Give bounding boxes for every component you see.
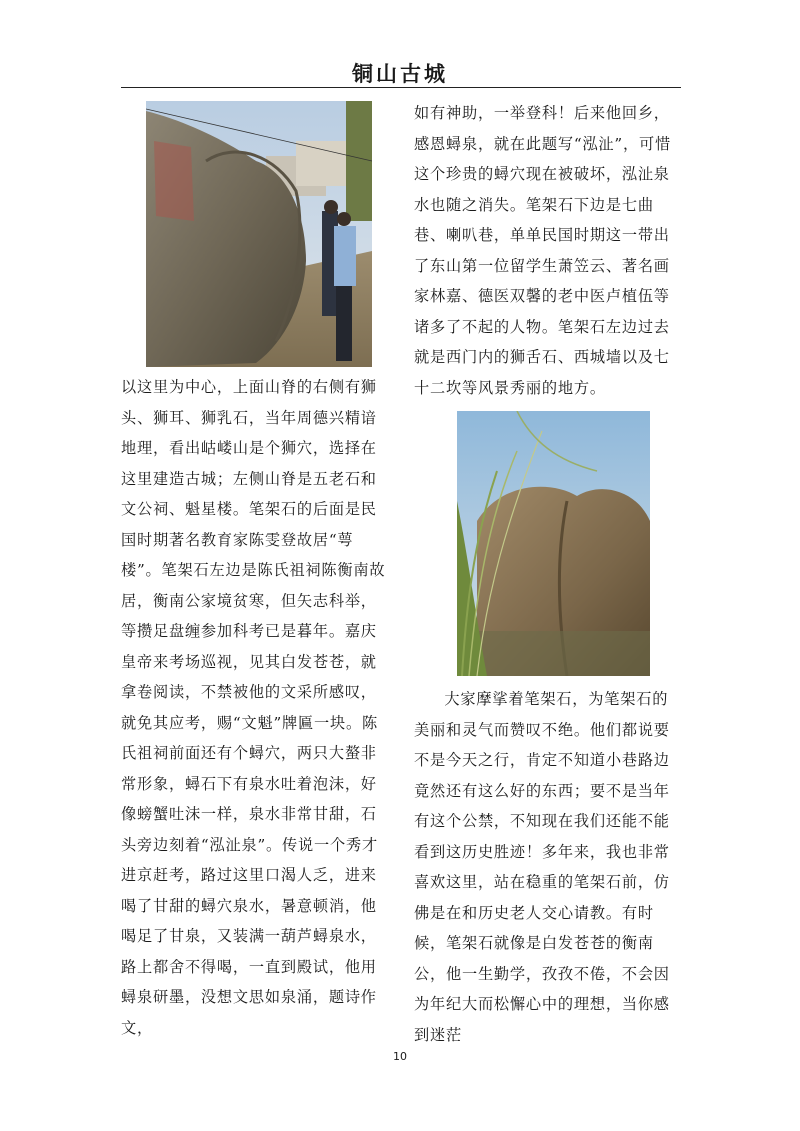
header-divider [121, 87, 681, 88]
right-column-bottom-text: 大家摩挲着笔架石，为笔架石的美丽和灵气而赞叹不绝。他们都说要不是今天之行，肯定不知道小巷路边竟然还有这么好的东西；要不是当年有这个公禁，不知现在我们还能不能看到这历史胜迹！多年来，我也非常喜欢这里，站在稳重的笔架石前，仿佛是在和历史老人交心请教。有时候，笔架石就像是白发苍苍的衡南公，他一生勤学，孜孜不倦，不会因为年纪大而松懈心中的理想，当你感到迷茫 [414, 690, 670, 1044]
left-column-text: 以这里为中心，上面山脊的右侧有狮头、狮耳、狮乳石，当年周德兴精谙地理，看出岵嵝山是个狮穴，选择在这里建造古城；左侧山脊是五老石和文公祠、魁星楼。笔架石的后面是民国时期著名教育家陈雯登故居“萼楼”。笔架石左边是陈氏祖祠陈衡南故居，衡南公家境贫寒，但矢志科举，等攒足盘缠参加科考已是暮年。嘉庆皇帝来考场巡视，见其白发苍苍，就拿卷阅读，不禁被他的文采所感叹，就免其应考，赐“文魁”牌匾一块。陈氏祖祠前面还有个蟳穴，两只大螯非常形象，蟳石下有泉水吐着泡沫，好像螃蟹吐沫一样，泉水非常甘甜，石头旁边刻着“泓沚泉”。传说一个秀才进京赶考，路过这里口渴人乏，进来喝了甘甜的蟳穴泉水，暑意顿消，他喝足了甘泉，又装满一葫芦蟳泉水，路上都舍不得喝，一直到殿试，他用蟳泉研墨，没想文思如泉涌，题诗作文， [121, 378, 386, 1037]
page-header-title: 铜山古城 [352, 61, 448, 86]
right-column-top-text: 如有神助，一举登科！后来他回乡，感恩蟳泉，就在此题写“泓沚”，可惜这个珍贵的蟳穴现在被破坏，泓沚泉水也随之消失。笔架石下边是七曲巷、喇叭巷，单单民国时期这一带出了东山第一位留学生萧笠云、著名画家林嘉、德医双馨的老中医卢植伍等诸多了不起的人物。笔架石左边过去就是西门内的狮舌石、西城墙以及七十二坎等风景秀丽的地方。 [414, 104, 671, 397]
page-number: 10 [393, 1050, 407, 1063]
photo-boulder-with-visitors [146, 101, 372, 367]
photo-brush-rest-rock [457, 411, 650, 676]
